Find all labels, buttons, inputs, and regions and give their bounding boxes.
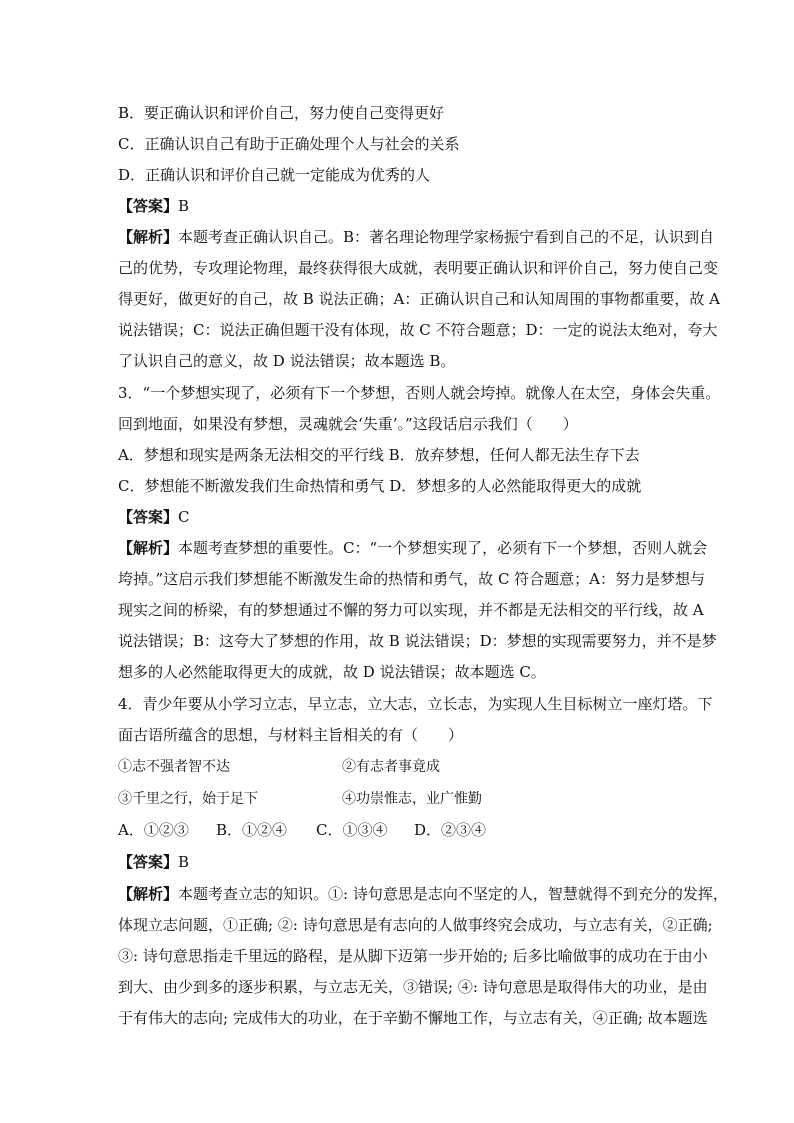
answer-label: 【答案】 — [118, 197, 179, 215]
q2-option-b: B．要正确认识和评价自己，努力使自己变得更好 — [118, 104, 445, 122]
answer-value: B — [178, 197, 190, 215]
q4-choice-a: A．①②③ — [118, 821, 189, 839]
q3-stem-line-1: 3．“一个梦想实现了，必须有下一个梦想，否则人就会垮掉。就像人在太空，身体会失重。 — [118, 384, 721, 402]
q2-analysis-line-5: 了认识自己的意义，故 D 说法错误；故本题选 B。 — [118, 352, 456, 370]
answer-label: 【答案】 — [118, 508, 179, 526]
answer-label: 【答案】 — [118, 853, 179, 871]
q4-item-1: ①志不强者智不达 — [118, 759, 230, 775]
q4-analysis-line-4: 到大、由少到多的逐步积累，与立志无关，③错误; ④: 诗句意思是取得伟大的功业，是由 — [118, 978, 708, 996]
q3-analysis-line-2: 垮掉。”这启示我们梦想能不断激发生命的热情和勇气，故 C 符合题意；A：努力是梦想与 — [118, 570, 706, 588]
q4-analysis-line-2: 体现立志问题，①正确; ②: 诗句意思是有志向的人做事终究会成功，与立志有关，②正确; — [118, 916, 713, 934]
analysis-text: 本题考查正确认识自己。B：著名理论物理学家杨振宁看到自己的不足，认识到自 — [178, 228, 715, 246]
q4-analysis-line-5: 于有伟大的志向; 完成伟大的功业，在于辛勤不懈地工作，与立志有关，④正确; 故本题选 — [118, 1009, 708, 1027]
q3-analysis-line-1 — [118, 538, 708, 558]
q3-analysis-line-5: 想多的人必然能取得更大的成就，故 D 说法错误；故本题选 C。 — [118, 663, 546, 681]
q3-analysis-line-3: 现实之间的桥梁，有的梦想通过不懈的努力可以实现，并不都是无法相交的平行线，故 A — [118, 601, 704, 619]
q4-choice-b: B．①②④ — [216, 821, 288, 839]
q4-item-2: ②有志者事竟成 — [342, 759, 440, 775]
q3-stem-line-2: 回到地面，如果没有梦想，灵魂就会‘失重’。”这段话启示我们（ ） — [118, 415, 578, 433]
q4-analysis-line-3: ③: 诗句意思指走千里远的路程，是从脚下迈第一步开始的; 后多比喻做事的成功在于由小 — [118, 947, 708, 965]
q2-option-d: D．正确认识和评价自己就一定能成为优秀的人 — [118, 166, 431, 184]
q4-analysis-line-1 — [118, 884, 728, 904]
analysis-label: 【解析】 — [118, 539, 179, 557]
q4-item-3: ③千里之行，始于足下 — [118, 791, 258, 807]
q3-answer — [118, 507, 190, 527]
q3-options-line-2: C．梦想能不断激发我们生命热情和勇气 D．梦想多的人必然能取得更大的成就 — [118, 477, 642, 495]
q2-analysis-line-4: 说法错误；C：说法正确但题干没有体现，故 C 不符合题意；D：一定的说法太绝对，夸大 — [118, 321, 718, 339]
q3-options-line-1: A．梦想和现实是两条无法相交的平行线 B．放弃梦想，任何人都无法生存下去 — [118, 446, 640, 464]
q4-stem-line-1: 4．青少年要从小学习立志，早立志，立大志，立长志，为实现人生目标树立一座灯塔。下 — [118, 695, 713, 713]
q3-analysis-line-4: 说法错误；B：这夸大了梦想的作用，故 B 说法错误；D：梦想的实现需要努力，并不是梦 — [118, 632, 717, 650]
q2-analysis-line-2: 己的优势，专攻理论物理，最终获得很大成就，表明要正确认识和评价自己，努力使自己变 — [118, 259, 719, 277]
answer-value: C — [178, 508, 190, 526]
q4-choice-c: C．①③④ — [316, 821, 388, 839]
analysis-text: 本题考查立志的知识。①: 诗句意思是志向不坚定的人，智慧就得不到充分的发挥， — [178, 885, 728, 903]
q4-item-4: ④功崇惟志，业广惟勤 — [342, 791, 482, 807]
q4-choice-d: D．②③④ — [414, 821, 487, 839]
q4-answer — [118, 852, 189, 872]
analysis-label: 【解析】 — [118, 885, 179, 903]
answer-value: B — [178, 853, 190, 871]
analysis-text: 本题考查梦想的重要性。C：“一个梦想实现了，必须有下一个梦想，否则人就会 — [178, 539, 708, 557]
q2-answer — [118, 196, 189, 216]
analysis-label: 【解析】 — [118, 228, 179, 246]
q2-option-c: C．正确认识自己有助于正确处理个人与社会的关系 — [118, 135, 460, 153]
q2-analysis-line-3: 得更好，做更好的自己，故 B 说法正确；A：正确认识自己和认知周围的事物都重要，故 A — [118, 290, 720, 308]
q4-stem-line-2: 面古语所蕴含的思想，与材料主旨相关的有（ ） — [118, 726, 464, 744]
q2-analysis-line-1 — [118, 227, 715, 247]
